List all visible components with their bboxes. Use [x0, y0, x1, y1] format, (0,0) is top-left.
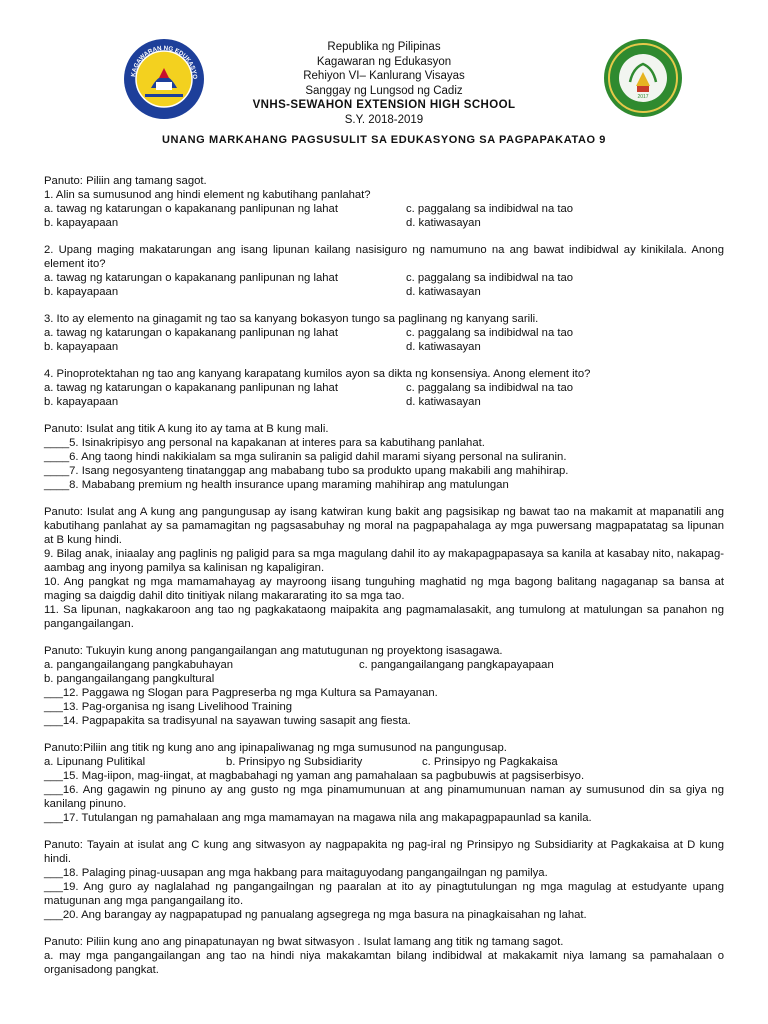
item-5: ____5. Isinakripisyo ang personal na kapakanan at interes para sa kabutihang panlahat.: [44, 437, 485, 449]
header-region: Rehiyon VI– Kanlurang Visayas: [303, 70, 465, 82]
choice-a: a. tawag ng katarungan o kapakanang panlipunan ng lahat: [44, 272, 338, 284]
item-15: ___15. Mag-iipon, mag-iingat, at magbabahagi ng yaman ang pamahalaan sa pagbubuwis at pagsiserbisyo.: [44, 770, 585, 782]
choice-b: b. kapayapaan: [44, 396, 119, 408]
choice-b: b. kapayapaan: [44, 286, 119, 298]
question-3: [44, 312, 724, 354]
question-text: 2. Upang maging makatarungan ang isang lipunan kailang nasisiguro ng namumuno na ang bawat indibidwal ay kinikilala. Anong element ito?: [44, 244, 724, 270]
svg-text:2017: 2017: [637, 94, 649, 100]
item-a: a. may mga pangangailangan ang tao na hindi niya makakamtan bilang indibidwal at makakamit niya lamang sa pamahalaan o organisadong pangkat.: [44, 950, 724, 976]
header-republic: Republika ng Pilipinas: [327, 41, 441, 53]
header-department: Kagawaran ng Edukasyon: [316, 55, 452, 68]
part2-instruction: Panuto: Isulat ang titik A kung ito ay tama at B kung mali.: [44, 423, 329, 435]
part1-instruction: Panuto: Piliin ang tamang sagot.: [44, 175, 207, 187]
choice-a: a. tawag ng katarungan o kapakanang panlipunan ng lahat: [44, 382, 338, 394]
part3-instruction: Panuto: Isulat ang A kung ang pangungusap ay isang katwiran kung bakit ang pagsisikap ng bawat tao na makamit at mapanatili ang kabutihang panlahat ay sa pamamagitan ng pagsasabuhay ng moral na pagpapahalaga ay mga puwersang magpapatatag sa lipunan at B kung hindi.: [44, 506, 724, 546]
choice-d: d. katiwasayan: [406, 286, 481, 298]
item-14: ___14. Pagpapakita sa tradisyunal na sayawan tuwing sasapit ang fiesta.: [44, 715, 411, 727]
item-6: ____6. Ang taong hindi nakikialam sa mga suliranin sa paligid dahil marami siyang personal na suliranin.: [44, 451, 567, 463]
item-17: ___17. Tutulangan ng pamahalaan ang mga mamamayan na magawa nila ang makapagpapaunlad sa kanila.: [44, 812, 592, 824]
item-8: ____8. Mababang premium ng health insurance upang maraming mahihirap ang matulungan: [44, 479, 509, 491]
choice-a: a. pangangailangang pangkabuhayan: [44, 659, 234, 671]
exam-body: [44, 174, 724, 977]
choice-b: b. pangangailangang pangkultural: [44, 673, 215, 685]
choice-c: c. pangangailangang pangkapayapaan: [359, 659, 554, 671]
choice-c: c. paggalang sa indibidwal na tao: [406, 382, 574, 394]
question-2: [44, 243, 724, 299]
item-13: ___13. Pag-organisa ng isang Livelihood Training: [44, 701, 293, 713]
choice-c: c. paggalang sa indibidwal na tao: [406, 203, 574, 215]
item-9: 9. Bilag anak, iniaalay ang paglinis ng paligid para sa mga magulang dahil ito ay makapagpapasaya sa kanila at kasabay nito, nakapag-aambag ang inyong pamilya sa kalinisan ng kapaligiran.: [44, 548, 724, 574]
choice-d: d. katiwasayan: [406, 341, 481, 353]
choice-d: d. katiwasayan: [406, 396, 481, 408]
choice-c: c. paggalang sa indibidwal na tao: [406, 272, 574, 284]
letterhead: [0, 40, 768, 127]
choice-b: b. kapayapaan: [44, 341, 119, 353]
choice-c: c. Prinsipyo ng Pagkakaisa: [422, 756, 558, 768]
choice-a: a. tawag ng katarungan o kapakanang panlipunan ng lahat: [44, 203, 338, 215]
school-year: S.Y. 2018-2019: [344, 113, 424, 126]
choice-b: b. Prinsipyo ng Subsidiarity: [226, 756, 363, 768]
exam-title: UNANG MARKAHANG PAGSUSULIT SA EDUKASYONG SA PAGPAPAKATAO 9: [161, 134, 607, 146]
choice-a: a. tawag ng katarungan o kapakanang panlipunan ng lahat: [44, 327, 338, 339]
svg-text:KAGAWARAN NG EDUKASYON: KAGAWARAN NG EDUKASYO: [130, 44, 199, 80]
question-text: 4. Pinoprotektahan ng tao ang kanyang karapatang kumilos ayon sa dikta ng konsensiya. Anong element ito?: [44, 368, 591, 380]
part5-instruction: Panuto:Piliin ang titik ng kung ano ang ipinapaliwanag ng mga sumusunod na pangungusap.: [44, 742, 507, 754]
question-4: [44, 367, 724, 409]
item-20: ___20. Ang barangay ay nagpapatupad ng panualang agsegrega ng mga basura na pinagkaisahan ng lahat.: [44, 909, 587, 921]
question-text: 1. Alin sa sumusunod ang hindi element ng kabutihang panlahat?: [44, 189, 371, 201]
school-name: VNHS-SEWAHON EXTENSION HIGH SCHOOL: [252, 99, 516, 111]
choice-a: a. Lipunang Pulitikal: [44, 756, 146, 768]
part7-instruction: Panuto: Piliin kung ano ang pinapatunayan ng bwat sitwasyon . Isulat lamang ang titik ng tamang sagot.: [44, 936, 564, 948]
choice-c: c. paggalang sa indibidwal na tao: [406, 327, 574, 339]
question-text: 3. Ito ay elemento na ginagamit ng tao sa kanyang bokasyon tungo sa paglinang ng kanyang sarili.: [44, 313, 539, 325]
item-10: 10. Ang pangkat ng mga mamamahayag ay mayroong iisang tunguhing maghatid ng mga bagong balitang nagaganap sa bansa at maging sa daigdig dahil dito tinitiyak nilang makararating ito sa mga tao.: [44, 576, 724, 602]
item-19: ___19. Ang guro ay naglalahad ng pangangailngan ng paaralan at ito ay pinagtutulungan ng mga magulag at estudyante upang matugunan ang mga pangangailang ito.: [44, 881, 724, 907]
part4-instruction: Panuto: Tukuyin kung anong pangangailangan ang matutugunan ng proyektong isasagawa.: [44, 645, 503, 657]
choice-d: d. katiwasayan: [406, 217, 481, 229]
item-18: ___18. Palaging pinag-uusapan ang mga hakbang para maitaguyodang pangangailngan ng pamilya.: [44, 867, 548, 879]
item-16: ___16. Ang gagawin ng pinuno ay ang gusto ng mga pinamumunuan at ang pinamumunuan naman ay sumusunod din sa giya ng kanilang pinuno.: [44, 784, 724, 810]
item-12: ___12. Paggawa ng Slogan para Pagpreserba ng mga Kultura sa Pamayanan.: [44, 687, 438, 699]
choice-b: b. kapayapaan: [44, 217, 119, 229]
question-1: [44, 188, 724, 230]
item-7: ____7. Isang negosyanteng tinatanggap ang mababang tubo sa produkto upang makabili ang mahihirap.: [44, 465, 569, 477]
part6-instruction: Panuto: Tayain at isulat ang C kung ang sitwasyon ay nagpapakita ng pag-iral ng Prinsipyo ng Subsidiarity at Pagkakaisa at D kung hindi.: [44, 839, 724, 865]
header-division: Sanggay ng Lungsod ng Cadiz: [305, 84, 463, 97]
item-11: 11. Sa lipunan, nagkakaroon ang tao ng pagkakataong maipakita ang pagmamalasakit, ang tumulong at matulungan sa panahon ng pangangailangan.: [44, 604, 724, 630]
